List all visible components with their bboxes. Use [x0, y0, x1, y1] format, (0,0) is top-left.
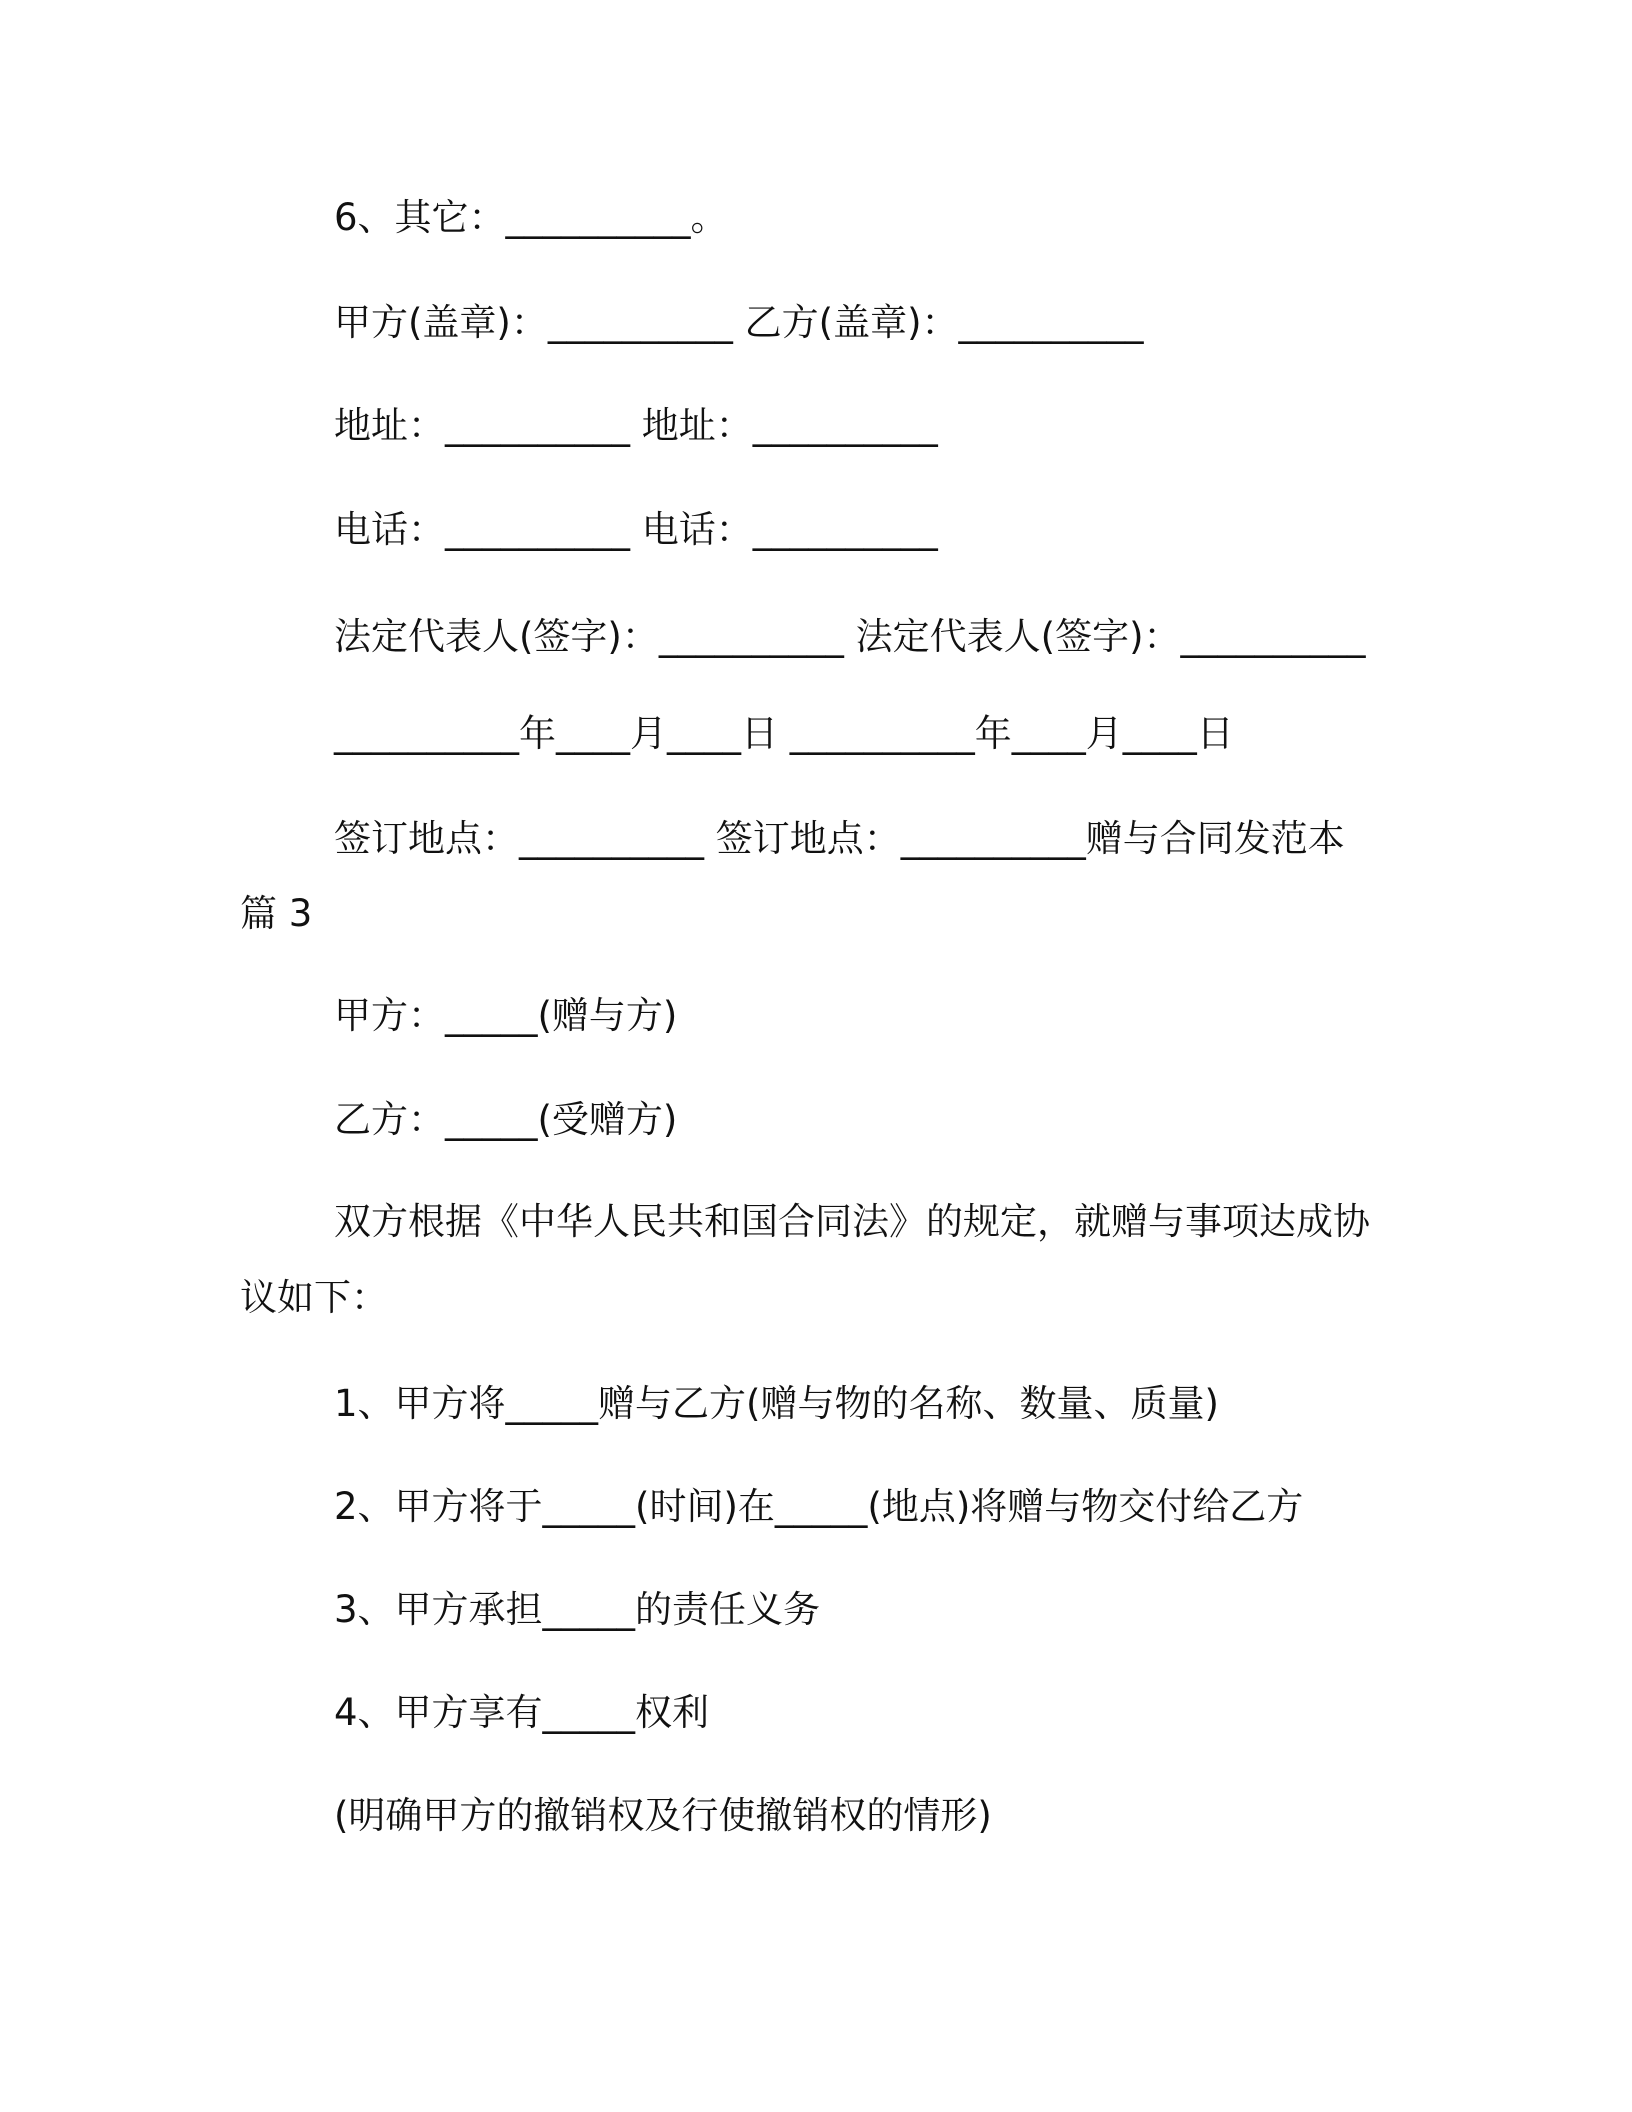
- phone-line: 电话：__________ 电话：__________: [334, 508, 938, 551]
- clause-1-gift: 1、甲方将_____赠与乙方(赠与物的名称、数量、质量): [334, 1382, 1219, 1425]
- address-line: 地址：__________ 地址：__________: [334, 404, 938, 447]
- clause-3-obligations: 3、甲方承担_____的责任义务: [334, 1588, 821, 1631]
- legal-representative-line: 法定代表人(签字)：__________ 法定代表人(签字)：__________: [334, 615, 1366, 658]
- signing-place-line: 签订地点：__________ 签订地点：__________赠与合同发范本: [334, 817, 1345, 860]
- party-seal-line: 甲方(盖章)：__________ 乙方(盖章)：__________: [334, 301, 1144, 344]
- agreement-intro-continued: 议如下：: [240, 1276, 388, 1319]
- clause-4-rights: 4、甲方享有_____权利: [334, 1691, 710, 1734]
- revocation-note: (明确甲方的撤销权及行使撤销权的情形): [334, 1794, 992, 1837]
- section-number: 篇 3: [240, 892, 313, 935]
- clause-2-delivery: 2、甲方将于_____(时间)在_____(地点)将赠与物交付给乙方: [334, 1485, 1304, 1528]
- party-b-donee: 乙方：_____(受赠方): [334, 1098, 678, 1141]
- party-a-donor: 甲方：_____(赠与方): [334, 994, 678, 1037]
- agreement-intro: 双方根据《中华人民共和国合同法》的规定，就赠与事项达成协: [334, 1200, 1370, 1243]
- clause-6-other: 6、其它：__________。: [334, 196, 728, 239]
- date-line: __________年____月____日 __________年____月____日: [334, 712, 1234, 755]
